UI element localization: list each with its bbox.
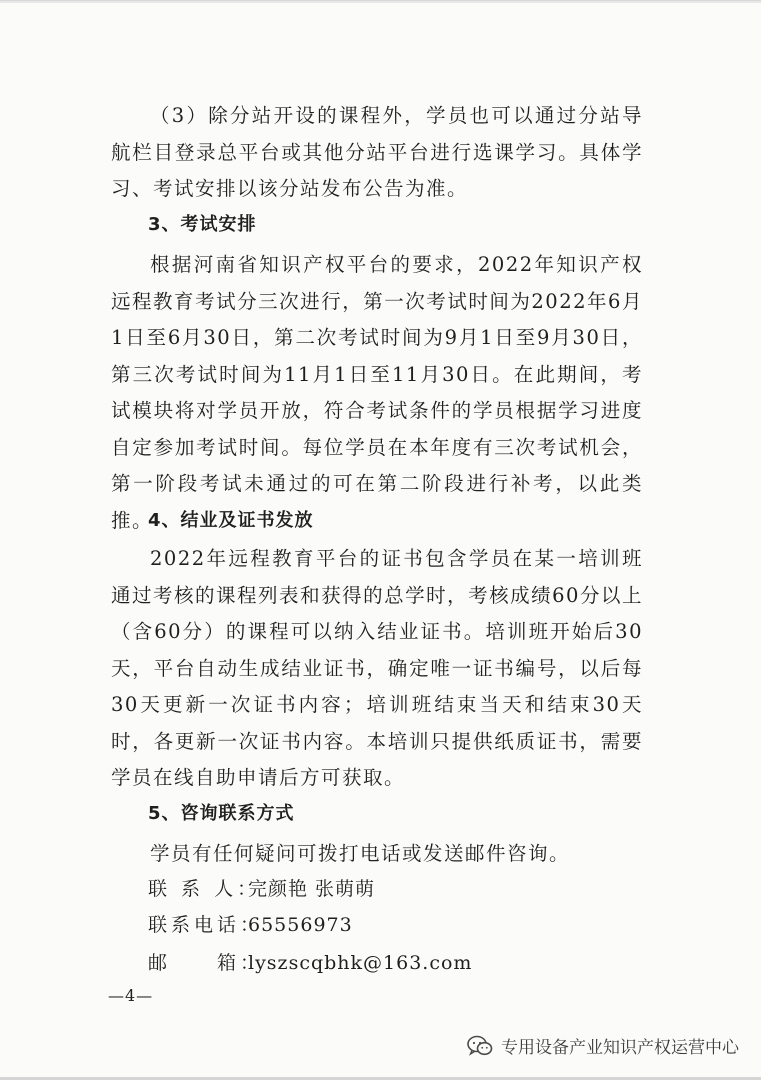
paragraph-certificate: 2022年远程教育平台的证书包含学员在某一培训班通过考核的课程列表和获得的总学时，考核成绩60分以上（含60分）的课程可以纳入结业证书。培训班开始后30天，平台自动生成结业证书，确定唯一证书编号，以后每30天更新一次证书内容；培训班结束当天和结束30天时，各更新一次证书内容。本培训只提供纸质证书，需要学员在线自助申请后方可获取。 <box>111 547 643 789</box>
paragraph-course-selection: （3）除分站开设的课程外，学员也可以通过分站导航栏目登录总平台或其他分站平台进行选课学习。具体学习、考试安排以该分站发布公告为准。 <box>111 104 643 200</box>
watermark <box>467 1033 739 1058</box>
heading-contact: 5、咨询联系方式 <box>148 803 295 824</box>
contact-email-value: lyszscqbhk@163.com <box>248 952 473 974</box>
top-border <box>0 1 761 3</box>
contact-phone-label: 联系电话： <box>148 914 264 936</box>
contact-person-row <box>148 874 375 904</box>
paragraph-contact-intro: 学员有任何疑问可拨打电话或发送邮件咨询。 <box>150 842 571 865</box>
contact-person-label: 联 系 人： <box>148 878 261 900</box>
contact-phone-value: 65556973 <box>248 914 353 936</box>
wechat-icon <box>467 1035 493 1057</box>
contact-person-value: 完颜艳 张萌萌 <box>248 878 376 900</box>
paragraph-exam-arrangement: 根据河南省知识产权平台的要求，2022年知识产权远程教育考试分三次进行，第一次考试时间为2022年6月1日至6月30日，第二次考试时间为9月1日至9月30日，第三次考试时间为11月1日至11月30日。在此期间，考试模块将对学员开放，符合考试条件的学员根据学习进度自定参加考试时间。每位学员在本年度有三次考试机会，第一阶段考试未通过的可在第二阶段进行补考，以此类推。 <box>111 253 643 532</box>
contact-email-label: 邮 箱： <box>148 952 264 974</box>
contact-phone-row <box>148 910 353 940</box>
contact-email-row <box>148 948 472 978</box>
heading-exam-arrangement: 3、考试安排 <box>148 214 257 235</box>
heading-certificate: 4、结业及证书发放 <box>148 510 314 531</box>
watermark-text: 专用设备产业知识产权运营中心 <box>501 1038 739 1058</box>
page-number: —4— <box>108 986 154 1005</box>
